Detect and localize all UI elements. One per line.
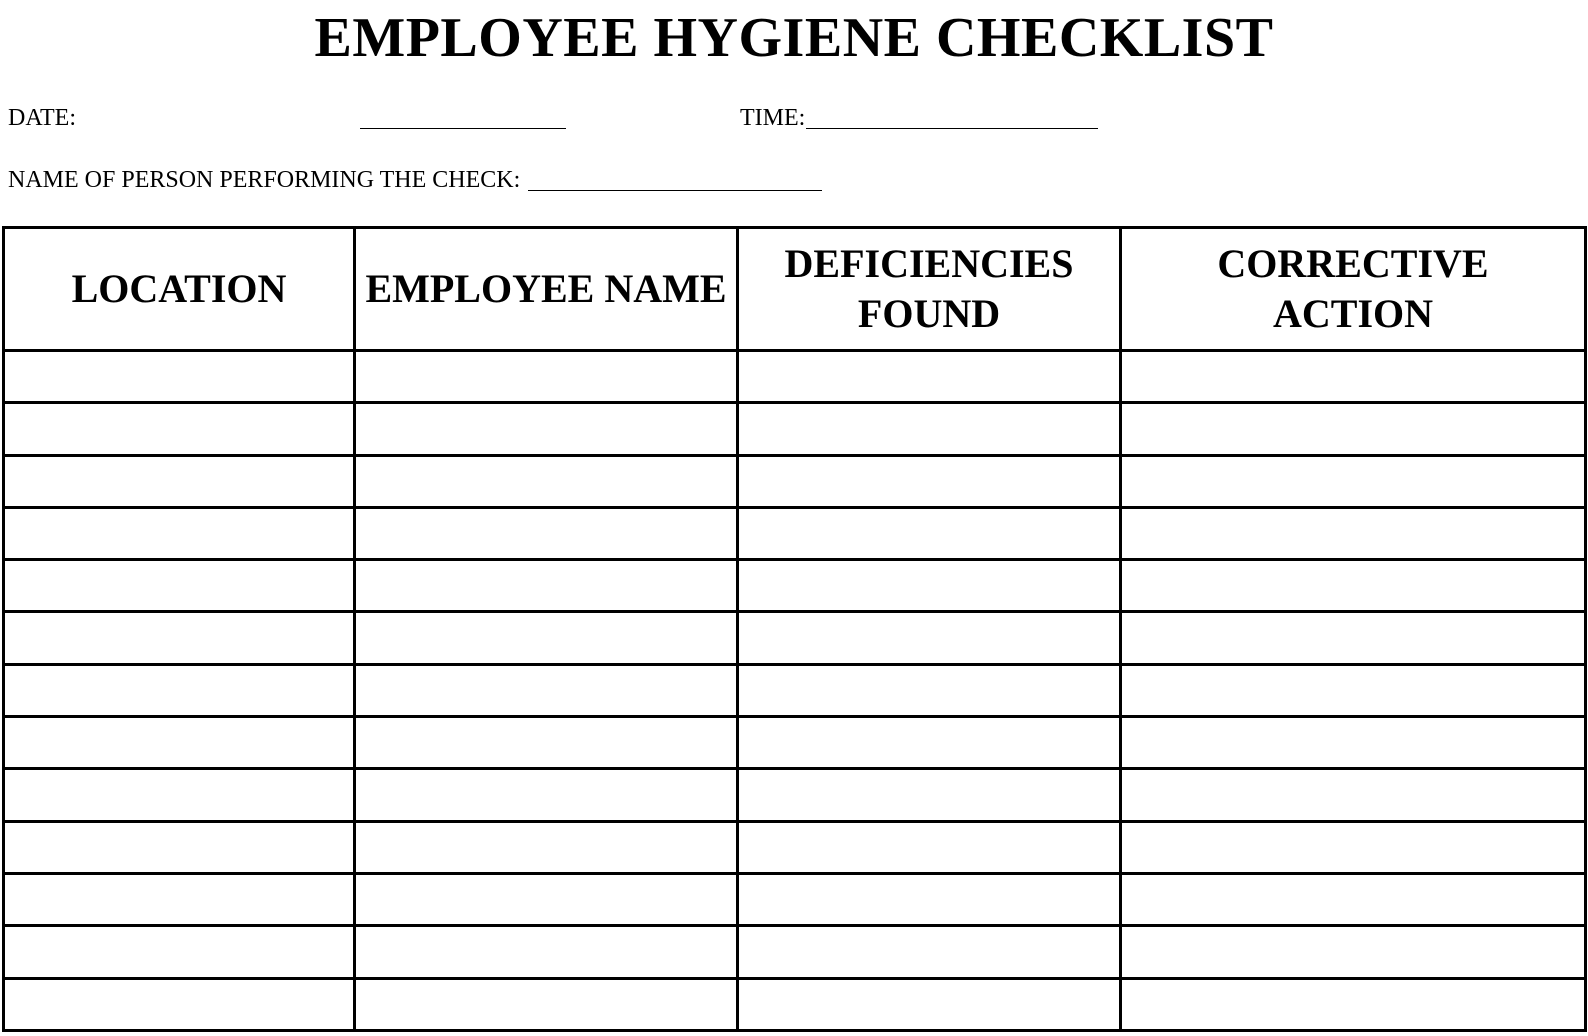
location-cell[interactable]	[4, 403, 355, 455]
deficiencies-cell[interactable]	[738, 507, 1121, 559]
deficiencies-cell[interactable]	[738, 978, 1121, 1030]
employee-name-cell[interactable]	[355, 769, 738, 821]
employee-name-cell[interactable]	[355, 403, 738, 455]
corrective-action-cell[interactable]	[1121, 664, 1586, 716]
employee-name-cell[interactable]	[355, 612, 738, 664]
table-header-row	[4, 228, 1586, 351]
employee-name-cell[interactable]	[355, 507, 738, 559]
checker-name-label: NAME OF PERSON PERFORMING THE CHECK:	[8, 167, 521, 193]
deficiencies-cell[interactable]	[738, 821, 1121, 873]
table-row	[4, 664, 1586, 716]
location-cell[interactable]	[4, 612, 355, 664]
employee-name-cell[interactable]	[355, 821, 738, 873]
table-body	[4, 351, 1586, 1031]
employee-name-cell[interactable]	[355, 717, 738, 769]
deficiencies-cell[interactable]	[738, 455, 1121, 507]
location-cell[interactable]	[4, 978, 355, 1030]
deficiencies-cell[interactable]	[738, 560, 1121, 612]
table-row	[4, 507, 1586, 559]
location-cell[interactable]	[4, 769, 355, 821]
corrective-action-cell[interactable]	[1121, 612, 1586, 664]
employee-name-cell[interactable]	[355, 351, 738, 403]
corrective-action-cell[interactable]	[1121, 403, 1586, 455]
header-corrective-action	[1121, 228, 1586, 351]
employee-name-cell[interactable]	[355, 560, 738, 612]
location-cell[interactable]	[4, 455, 355, 507]
location-cell[interactable]	[4, 351, 355, 403]
checker-name-blank-line[interactable]	[528, 190, 822, 191]
table-row	[4, 403, 1586, 455]
deficiencies-cell[interactable]	[738, 873, 1121, 925]
hygiene-checklist-table	[2, 226, 1587, 1032]
corrective-action-cell[interactable]	[1121, 821, 1586, 873]
corrective-action-cell[interactable]	[1121, 926, 1586, 978]
header-deficiencies-line2: FOUND	[857, 291, 1001, 336]
table-row	[4, 769, 1586, 821]
header-deficiencies-found	[738, 228, 1121, 351]
table-row	[4, 873, 1586, 925]
header-corrective-line1: CORRECTIVE	[1217, 241, 1489, 286]
header-employee-name	[355, 228, 738, 351]
employee-name-cell[interactable]	[355, 455, 738, 507]
deficiencies-cell[interactable]	[738, 664, 1121, 716]
time-label: TIME:	[740, 105, 806, 131]
corrective-action-cell[interactable]	[1121, 351, 1586, 403]
table-row	[4, 717, 1586, 769]
location-cell[interactable]	[4, 507, 355, 559]
employee-name-cell[interactable]	[355, 978, 738, 1030]
corrective-action-cell[interactable]	[1121, 507, 1586, 559]
deficiencies-cell[interactable]	[738, 351, 1121, 403]
table-row	[4, 926, 1586, 978]
corrective-action-cell[interactable]	[1121, 560, 1586, 612]
deficiencies-cell[interactable]	[738, 612, 1121, 664]
time-blank-line[interactable]	[806, 128, 1098, 129]
deficiencies-cell[interactable]	[738, 769, 1121, 821]
table-row	[4, 978, 1586, 1030]
employee-name-cell[interactable]	[355, 664, 738, 716]
deficiencies-cell[interactable]	[738, 717, 1121, 769]
location-cell[interactable]	[4, 821, 355, 873]
location-cell[interactable]	[4, 873, 355, 925]
corrective-action-cell[interactable]	[1121, 873, 1586, 925]
table-row	[4, 560, 1586, 612]
location-cell[interactable]	[4, 664, 355, 716]
date-label: DATE:	[8, 105, 76, 131]
corrective-action-cell[interactable]	[1121, 455, 1586, 507]
header-corrective-line2: ACTION	[1272, 291, 1434, 336]
header-employee-name-text: EMPLOYEE NAME	[365, 266, 727, 311]
deficiencies-cell[interactable]	[738, 926, 1121, 978]
table-row	[4, 351, 1586, 403]
employee-name-cell[interactable]	[355, 873, 738, 925]
header-location	[4, 228, 355, 351]
table-row	[4, 612, 1586, 664]
location-cell[interactable]	[4, 717, 355, 769]
date-blank-line[interactable]	[360, 128, 566, 129]
corrective-action-cell[interactable]	[1121, 978, 1586, 1030]
corrective-action-cell[interactable]	[1121, 717, 1586, 769]
header-deficiencies-line1: DEFICIENCIES	[784, 241, 1074, 286]
corrective-action-cell[interactable]	[1121, 769, 1586, 821]
employee-name-cell[interactable]	[355, 926, 738, 978]
page-title: EMPLOYEE HYGIENE CHECKLIST	[314, 7, 1274, 69]
header-location-text: LOCATION	[71, 266, 287, 311]
location-cell[interactable]	[4, 926, 355, 978]
location-cell[interactable]	[4, 560, 355, 612]
deficiencies-cell[interactable]	[738, 403, 1121, 455]
table-row	[4, 821, 1586, 873]
table-row	[4, 455, 1586, 507]
